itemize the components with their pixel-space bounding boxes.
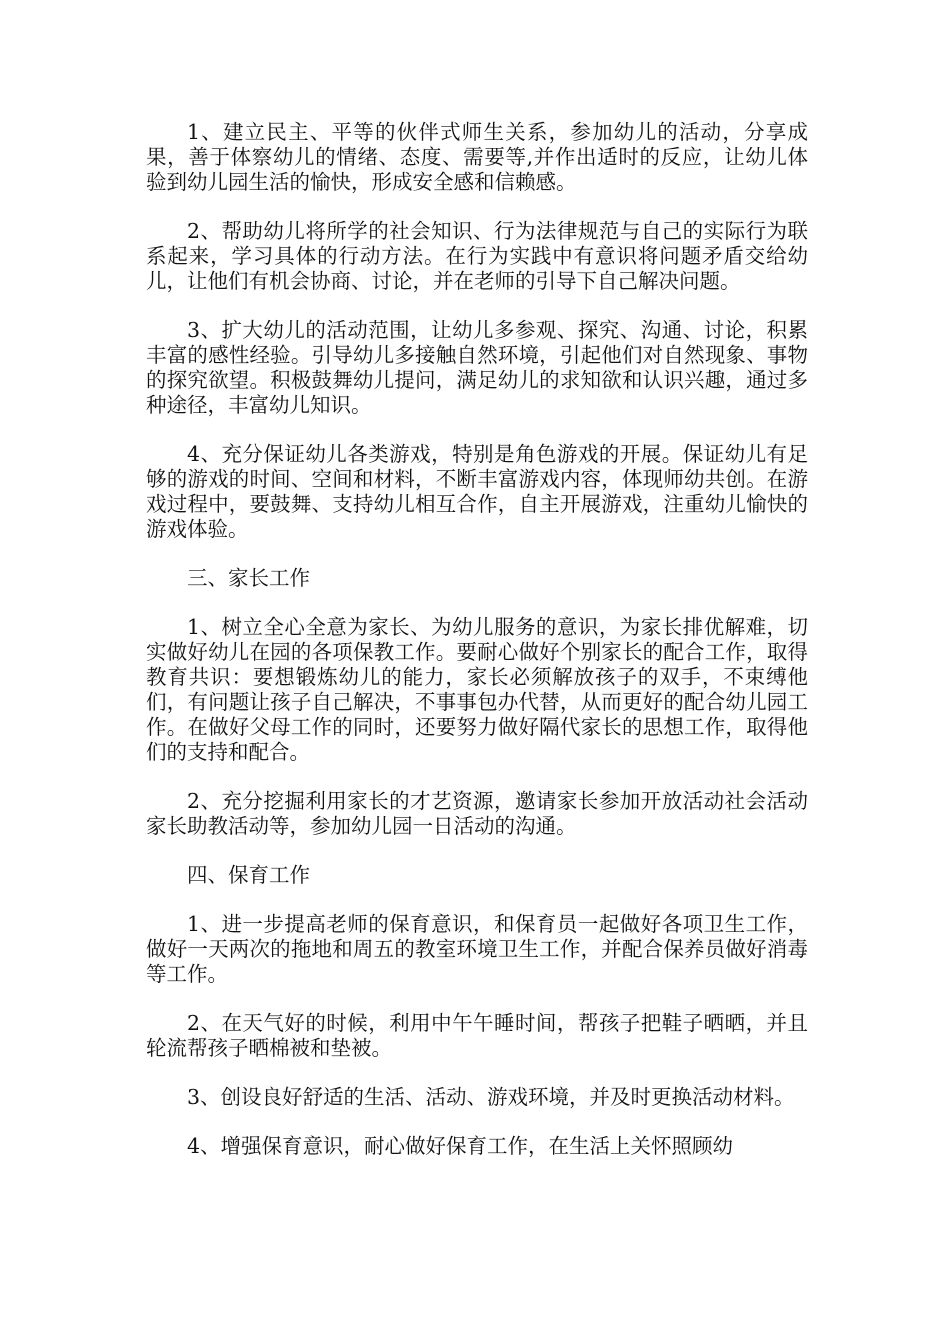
paragraph-2-1: 1、建立民主、平等的伙伴式师生关系，参加幼儿的活动，分享成果，善于体察幼儿的情绪、态度、需要等,并作出适时的反应，让幼儿体验到幼儿园生活的愉快，形成安全感和信赖感。 (146, 120, 808, 194)
section-heading-3: 三、家长工作 (187, 566, 310, 590)
paragraph-3-1: 1、树立全心全意为家长、为幼儿服务的意识，为家长排优解难，切实做好幼儿在园的各项保教工作。要耐心做好个别家长的配合工作，取得教育共识：要想锻炼幼儿的能力，家长必须解放孩子的双手，不束缚他们，有问题让孩子自己解决，不事事包办代替，从而更好的配合幼儿园工作。在做好父母工作的同时，还要努力做好隔代家长的思想工作，取得他们的支持和配合。 (146, 615, 808, 764)
paragraph-4-1: 1、进一步提高老师的保育意识，和保育员一起做好各项卫生工作，做好一天两次的拖地和周五的教室环境卫生工作，并配合保养员做好消毒等工作。 (146, 912, 808, 986)
paragraph-2-2: 2、帮助幼儿将所学的社会知识、行为法律规范与自己的实际行为联系起来，学习具体的行动方法。在行为实践中有意识将问题矛盾交给幼儿，让他们有机会协商、讨论，并在老师的引导下自己解决问题。 (146, 219, 808, 293)
paragraph-3-2: 2、充分挖掘利用家长的才艺资源，邀请家长参加开放活动社会活动家长助教活动等，参加幼儿园一日活动的沟通。 (146, 789, 808, 838)
paragraph-4-2: 2、在天气好的时候，利用中午午睡时间，帮孩子把鞋子晒晒，并且轮流帮孩子晒棉被和垫被。 (146, 1011, 808, 1060)
paragraph-4-3: 3、创设良好舒适的生活、活动、游戏环境，并及时更换活动材料。 (187, 1085, 795, 1109)
section-heading-4: 四、保育工作 (187, 863, 310, 887)
paragraph-2-3: 3、扩大幼儿的活动范围，让幼儿多参观、探究、沟通、讨论，积累丰富的感性经验。引导幼儿多接触自然环境，引起他们对自然现象、事物的探究欲望。积极鼓舞幼儿提问，满足幼儿的求知欲和认识兴趣，通过多种途径，丰富幼儿知识。 (146, 318, 808, 417)
paragraph-4-4: 4、增强保育意识，耐心做好保育工作，在生活上关怀照顾幼 (187, 1134, 734, 1158)
document-body (146, 120, 808, 1183)
paragraph-2-4: 4、充分保证幼儿各类游戏，特别是角色游戏的开展。保证幼儿有足够的游戏的时间、空间和材料，不断丰富游戏内容，体现师幼共创。在游戏过程中，要鼓舞、支持幼儿相互合作，自主开展游戏，注重幼儿愉快的游戏体验。 (146, 442, 808, 541)
